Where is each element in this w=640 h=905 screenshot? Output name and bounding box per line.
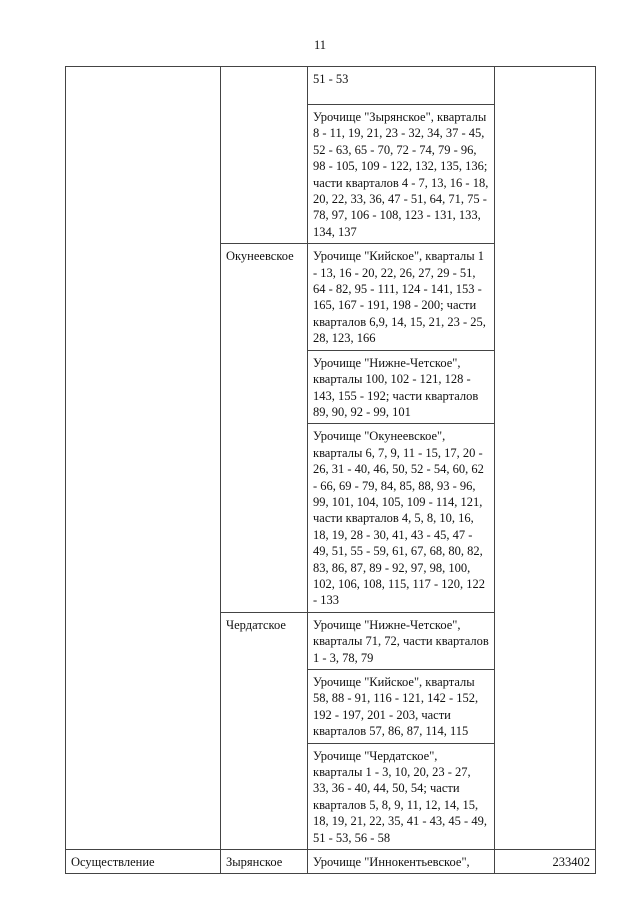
tract-cell: Урочище "Окунеевское", кварталы 6, 7, 9, 11 - 15, 17, 20 - 26, 31 - 40, 46, 50, 52 - 54, 60, 62 - 66, 69 - 79, 84, 85, 88, 93 - 96, 99, 101, 104, 105, 109 - 114, 121, части кварталов 4, 5, 8, 10, 16, 18, 19, 28 - 30, 41, 43 - 45, 47 - 49, 51, 55 - 59, 61, 67, 68, 80, 82, 83, 86, 87, 89 - 92, 97, 98, 100, 102, 106, 108, 115, 117 - 120, 122 - 133 (308, 424, 495, 612)
activity-cell: Осуществление (66, 850, 221, 874)
tract-cell: Урочище "Зырянское", кварталы 8 - 11, 19, 21, 23 - 32, 34, 37 - 45, 52 - 63, 65 - 70, 72 - 74, 79 - 96, 98 - 105, 109 - 122, 132, 135, 136; части кварталов 4 - 7, 13, 16 - 18, 20, 22, 33, 36, 47 - 51, 64, 71, 75 - 78, 97, 106 - 108, 123 - 131, 133, 134, 137 (308, 105, 495, 244)
tract-cell: Урочище "Чердатское", кварталы 1 - 3, 10, 20, 23 - 27, 33, 36 - 40, 44, 50, 54; части кварталов 5, 8, 9, 11, 12, 14, 15, 18, 19, 21, 22, 35, 41 - 43, 45 - 49, 51 - 53, 56 - 58 (308, 743, 495, 849)
tract-cell: Урочище "Иннокентьевское", (308, 850, 495, 874)
tract-cell: Урочище "Кийское", кварталы 58, 88 - 91, 116 - 121, 142 - 152, 192 - 197, 201 - 203, части кварталов 57, 86, 87, 114, 115 (308, 670, 495, 744)
activity-cell (66, 67, 221, 850)
tract-cell: Урочище "Нижне-Четское", кварталы 100, 102 - 121, 128 - 143, 155 - 192; части кварталов 89, 90, 92 - 99, 101 (308, 350, 495, 424)
forestry-cell: Зырянское (221, 850, 308, 874)
tract-cell: Урочище "Нижне-Четское", кварталы 71, 72, части кварталов 1 - 3, 78, 79 (308, 612, 495, 669)
forestry-cell: Окунеевское (221, 244, 308, 613)
table-row (66, 850, 596, 874)
tract-cell: 51 - 53 (308, 67, 495, 105)
area-cell (495, 67, 596, 850)
table-row (66, 67, 596, 105)
forestry-cell (221, 67, 308, 244)
forest-tracts-table (65, 66, 596, 874)
page-number: 11 (313, 38, 327, 52)
forestry-cell: Чердатское (221, 612, 308, 849)
tract-cell: Урочище "Кийское", кварталы 1 - 13, 16 - 20, 22, 26, 27, 29 - 51, 64 - 82, 95 - 111, 124 - 141, 153 - 165, 167 - 191, 198 - 200; части кварталов 6,9, 14, 15, 21, 23 - 25, 28, 123, 166 (308, 244, 495, 350)
area-cell: 233402 (495, 850, 596, 874)
